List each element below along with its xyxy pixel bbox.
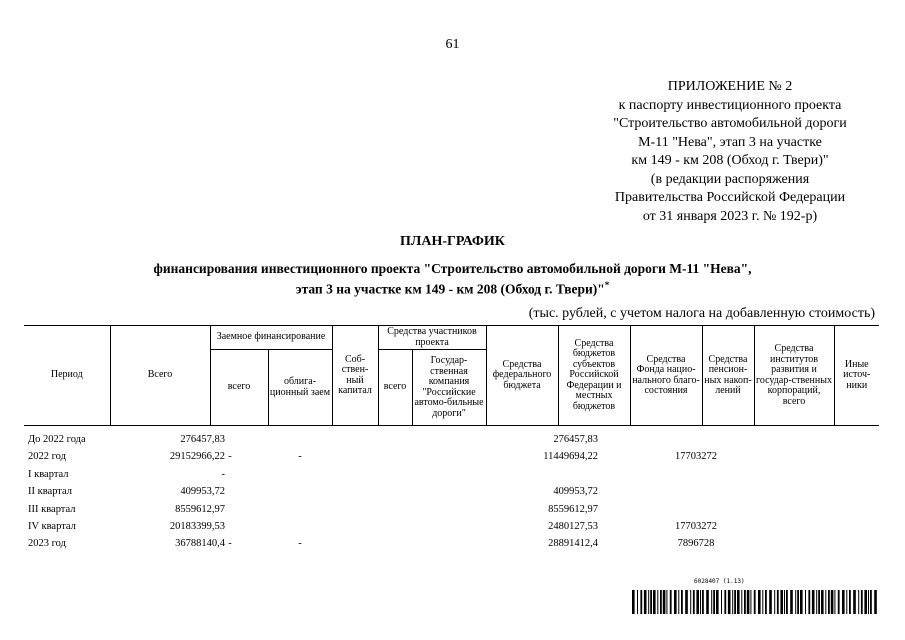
table-row [24,469,879,486]
appendix-line: (в редакции распоряжения [650,171,810,187]
cell-federal-budget: 8559612,97 [548,503,598,515]
cell-period: 2023 год [28,538,66,550]
units-note: (тыс. рублей, с учетом налога на добавленную стоимость) [528,306,875,321]
cell-obligation: - [298,538,302,550]
cell-federal-budget: 2480127,53 [548,520,598,532]
header-pension: Средства пенсион-ных накоп-лений [702,326,754,426]
cell-federal-budget: 409953,72 [553,486,598,498]
header-dev-institutes: Средства институтов развития и государ-ственных корпораций, всего [754,326,834,426]
subtitle-line-2 [60,277,845,298]
header-participants-total: всего [378,350,412,426]
cell-total: 8559612,97 [175,503,225,515]
table-header [24,325,879,426]
header-obligation: облига-ционный заем [268,350,332,426]
table-row [24,451,879,468]
appendix-line: М-11 "Нева", этап 3 на участке [638,134,822,150]
document-title: ПЛАН-ГРАФИК [400,234,505,249]
cell-nwf: 17703272 [675,451,717,463]
cell-total: - [221,468,225,480]
cell-period: III квартал [28,503,76,515]
table-row [24,486,879,503]
table-row [24,504,879,521]
header-state-company: Государ-ственная компания "Российские автомо-бильные дороги" [412,350,486,426]
cell-obligation: - [298,451,302,463]
table-row [24,521,879,538]
page-number: 61 [445,37,460,52]
header-zaem-group: Заемное финансирование [210,326,332,350]
footnote-mark: * [604,280,610,290]
table-body [24,434,879,556]
cell-total: 29152966,22 [169,451,225,463]
cell-zaem: - [228,451,232,463]
cell-nwf: 17703272 [675,520,717,532]
barcode-label: 6028407 (1.13) [694,578,745,585]
appendix-line: от 31 января 2023 г. № 192-р) [642,208,818,224]
header-period: Период [24,326,110,426]
cell-federal-budget: 276457,83 [553,434,598,445]
cell-total: 409953,72 [180,486,225,498]
cell-total: 36788140,4 [175,538,225,550]
cell-federal-budget: 28891412,4 [548,538,598,550]
cell-period: До 2022 года [28,434,86,445]
subtitle-line-2-text: этап 3 на участке км 149 - км 208 (Обход г. Твери)" [295,281,605,297]
header-zaem-total: всего [210,350,268,426]
header-own-capital: Соб-ствен-ный капитал [332,326,378,426]
table-row [24,538,879,555]
header-participants-group: Средства участников проекта [378,326,486,350]
cell-period: 2022 год [28,451,66,463]
header-federal-budget: Средства федерального бюджета [486,326,558,426]
subtitle-line-1: финансирования инвестиционного проекта "Строительство автомобильной дороги М-11 "Нева", [153,261,752,276]
cell-zaem: - [228,538,232,550]
appendix-line: км 149 - км 208 (Обход г. Твери)" [631,153,829,168]
header-regional-budget: Средства бюджетов субъектов Российской Федерации и местных бюджетов [558,326,630,426]
document-subtitle [60,260,845,298]
cell-nwf: 7896728 [677,538,715,550]
appendix-line: "Строительство автомобильной дороги [613,116,847,131]
header-total: Всего [110,326,210,426]
header-nwf: Средства Фонда нацио-нального благо-состояния [630,326,702,426]
header-other: Иные источ-ники [834,326,879,426]
barcode-image [630,580,880,614]
appendix-line: ПРИЛОЖЕНИЕ № 2 [667,79,793,94]
cell-period: II квартал [28,486,73,498]
appendix-line: Правительства Российской Федерации [614,190,846,205]
appendix-line: к паспорту инвестиционного проекта [618,97,842,113]
cell-total: 20183399,53 [169,520,225,532]
cell-federal-budget: 11449694,22 [543,451,598,463]
table-row [24,434,879,451]
appendix-block [580,78,880,226]
cell-period: IV квартал [28,520,76,532]
cell-period: I квартал [28,468,69,480]
cell-total: 276457,83 [180,434,225,445]
